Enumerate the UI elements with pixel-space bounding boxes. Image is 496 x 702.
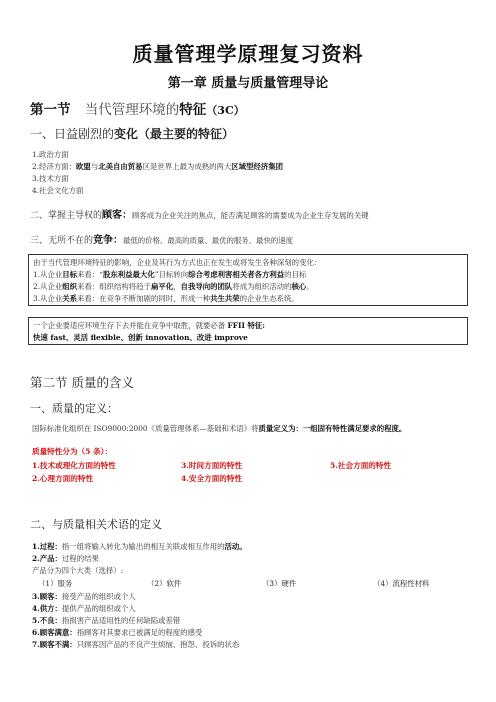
heading-customer-text: 顾客成为企业关注的焦点，能否满足顾客的需要成为企业生存发展的关键 [132,211,369,220]
term-text: 指顾客对其要求已被满足的程度的感受 [76,628,203,637]
definition-bold: 质量定义为：一组固有特性满足要求的程度。 [258,424,407,433]
change-summary-box [28,254,468,306]
box-text: 来看：在竞争不断加剧的同时，形成一种 [77,294,211,303]
term-text: 只顾客因产品的不良产生烦恼、抱怨、投诉的状态 [76,640,240,649]
box-text: 来看：“ [77,270,103,279]
ffii-line-1 [33,320,265,331]
list-item [32,161,283,172]
box-bold: 共生共荣 [210,294,240,303]
box-line-goal [33,269,306,280]
term-number: 7. [32,640,40,649]
box-intro: 由于当代管理环境特征的影响，企业及其行为方式也正在发生或将发生各种深刻的变化： [33,258,322,267]
quality-property: 3.时间方面的特性 [181,461,243,470]
product-type: （3）硬件 [262,579,297,588]
quality-property: 4.安全方面的特性 [181,474,243,483]
box-text: 3.从企业 [33,294,63,303]
box-text: 来看：组织结构将趋于 [77,282,151,291]
ffii-box [28,317,468,345]
box-bold: 自我导向的团队 [180,282,233,291]
product-types-intro: 产品分为四个大类（选择）: [32,566,124,575]
box-text: 。 [306,282,314,291]
heading-customer [30,206,369,221]
heading-customer-bold: 顾客： [102,210,133,221]
section-1-title-bold: 特征 [179,102,207,118]
box-text: 1.从企业 [33,270,63,279]
list-item-bold: 区域型经济集团 [231,162,284,171]
ffii-bold: FFII 特征: [227,321,266,330]
list-item-text: 与 [90,162,99,171]
ffii-line-2: 快速 fast、灵活 flexible、创新 innovation、改进 improve [33,333,248,342]
list-item-text: 4.社会文化方面 [32,186,84,195]
term-customer [32,591,136,602]
section-1-label: 第一节 [30,102,71,118]
box-bold: 股东利益最大化 [102,270,155,279]
box-bold: 组织 [62,282,78,291]
term-name: 顾客不满： [39,640,77,649]
heading-change [30,125,234,142]
heading-competition-prefix: 三、无所不在的 [30,236,94,246]
box-line-organization [33,281,314,292]
term-name: 不良： [39,616,62,625]
quality-property: 2.心理方面的特性 [32,474,94,483]
heading-competition-bold: 竞争： [93,235,124,246]
box-bold: 目标 [62,270,78,279]
chapter-heading: 第一章 质量与质量管理导论 [167,76,329,91]
heading-customer-prefix: 二、掌握主导权的 [30,211,103,221]
related-terms-heading: 二、与质量相关术语的定义 [30,518,162,531]
box-bold: 核心 [291,282,307,291]
section-1-heading [30,98,245,118]
document-title: 质量管理学原理复习资料 [132,42,364,66]
ffii-text: 一个企业要适应环境生存下去并能在竞争中取胜，就要必备 [33,321,228,330]
box-text: 2.从企业 [33,282,63,291]
list-item [32,149,69,160]
list-item-text: 2.经济方面： [32,162,77,171]
term-process [32,541,247,552]
heading-change-tail: （最主要的特征） [138,127,235,141]
list-item-bold: 欧盟 [76,162,91,171]
box-text: 将成为组织活动的 [232,282,292,291]
list-item-text: 3.技术方面 [32,174,69,183]
term-name: 产品： [39,554,62,563]
box-text: ， [173,282,181,291]
term-supplier [32,603,136,614]
section-2-heading: 第二节 质量的含义 [30,375,134,390]
term-name: 顾客： [39,592,62,601]
box-text: ”目标转向 [154,270,189,279]
term-satisfaction [32,627,202,638]
heading-change-prefix: 一、日益剧烈的 [30,127,115,141]
term-bold: 活动。 [224,542,247,551]
term-number: 6. [32,628,40,637]
term-text: 提供产品的组织或个人 [61,604,136,613]
term-defect [32,615,180,626]
product-type: （1）服务 [38,579,73,588]
definition-text: 国际标准化组织在 ISO9000:2000《质量管理体系—基础和术语》将 [32,424,259,433]
box-text: 的目标 [284,270,307,279]
term-number: 2. [32,554,40,563]
quality-properties-title: 质量特性分为（5 条）： [32,447,113,456]
list-item-text: 区是世界上最为成熟的两大 [142,162,232,171]
product-type: （2）软件 [147,579,182,588]
list-item-text: 1.政治方面 [32,150,69,159]
quality-definition-heading: 一、质量的定义： [30,402,118,415]
term-name: 过程： [39,542,62,551]
term-product [32,553,99,564]
quality-property: 1.技术或理化方面的特性 [32,461,116,470]
box-line-relation [33,293,299,304]
term-text: 接受产品的组织或个人 [61,592,136,601]
list-item-bold: 北美自由贸易 [98,162,143,171]
term-text: 指损害产品适用性的任何缺陷或差错 [61,616,181,625]
product-type: （4）流程性材料 [373,579,430,588]
term-name: 顾客满意： [39,628,77,637]
section-1-title-tail: （3C） [206,104,245,117]
term-text: 过程的结果 [61,554,99,563]
term-number: 5. [32,616,40,625]
term-number: 4. [32,604,40,613]
term-number: 3. [32,592,40,601]
box-bold: 综合考虑利害相关者各方利益 [188,270,285,279]
term-dissatisfaction [32,639,239,650]
section-1-title: 当代管理环境的 [84,102,180,118]
quality-property: 5.社会方面的特性 [330,461,392,470]
list-item [32,185,83,196]
quality-definition [32,423,406,434]
list-item [32,173,69,184]
term-text: 指一组将输入转化为输出的相互关联或相互作用的 [61,542,225,551]
heading-competition [30,231,293,246]
box-bold: 关系 [62,294,78,303]
box-text: 的企业生态系统。 [239,294,299,303]
term-name: 供方： [39,604,62,613]
heading-competition-text: 最低的价格、最高的质量、最优的服务、最快的速度 [123,236,294,245]
term-number: 1. [32,542,40,551]
heading-change-bold: 变化 [114,127,139,141]
box-bold: 扁平化 [150,282,174,291]
